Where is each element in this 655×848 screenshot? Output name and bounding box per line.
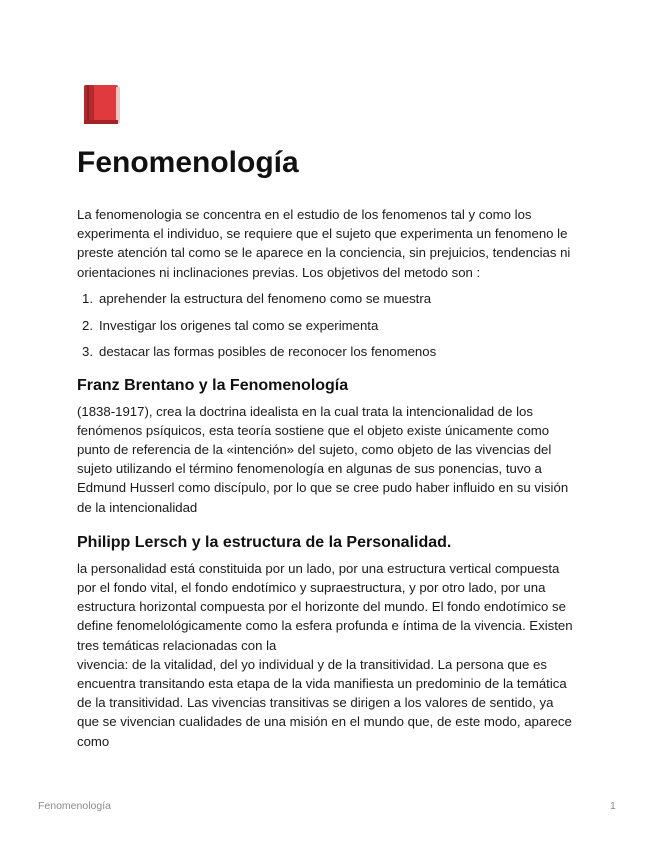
list-item [77, 289, 577, 308]
intro-paragraph: La fenomenologia se concentra en el estudio de los fenomenos tal y como los experimenta el individuo, se requiere que el sujeto que experimenta un fenomeno le preste atención tal como se le aparece en la conciencia, sin prejuicios, tendencias ni orientaciones ni inclinaciones previas. Los objetivos del metodo son : [77, 207, 571, 280]
section-heading-lersch: Philipp Lersch y la estructura de la Personalidad. [77, 533, 452, 551]
document-page [77, 82, 577, 751]
red-book-icon [82, 82, 122, 126]
list-item-number: 2. [82, 317, 93, 333]
list-item-number: 1. [82, 290, 93, 306]
page-title: Fenomenología [77, 146, 299, 179]
section-paragraph-brentano: (1838-1917), crea la doctrina idealista en la cual trata la intencionalidad de los fenómenos psíquicos, esta teoría sostiene que el objeto existe únicamente como punto de referencia de la «intención» del sujeto, como objeto de las vivencias del sujeto utilizando el término fenomenología en algunas de sus ponencias, tuvo a Edmund Husserl como discípulo, por lo que se cree pudo haber influido en su visión de la intencionalidad [77, 403, 569, 515]
list-item [77, 342, 577, 361]
list-item-text: destacar las formas posibles de reconocer los fenomenos [99, 344, 437, 360]
list-item [77, 316, 577, 335]
objectives-list [77, 289, 577, 362]
list-item-number: 3. [82, 344, 93, 360]
section-paragraph-lersch-2: vivencia: de la vitalidad, del yo individual y de la transitividad. La persona que es encuentra transitando esta etapa de la vida manifiesta un predominio de la temática de la transitividad. Las vivencias transitivas se dirigen a los valores de sentido, ya que se vivencian cualidades de una misión en el mundo que, de este modo, aparece como [77, 656, 572, 749]
section-heading-brentano: Franz Brentano y la Fenomenología [77, 376, 349, 394]
section-paragraph-lersch-1: la personalidad está constituida por un lado, por una estructura vertical compuesta por el fondo vital, el fondo endotímico y supraestructura, y por otro lado, por una estructura horizontal compuesta por el horizonte del mundo. El fondo endotímico se define fenomelológicamente como la esfera profunda e íntima de la vivencia. Existen tres temáticas relacionadas con la [77, 560, 573, 653]
footer-title: Fenomenología [38, 800, 111, 812]
footer-page-number: 1 [610, 800, 616, 812]
list-item-text: Investigar los origenes tal como se experimenta [99, 317, 379, 333]
list-item-text: aprehender la estructura del fenomeno como se muestra [99, 290, 432, 306]
